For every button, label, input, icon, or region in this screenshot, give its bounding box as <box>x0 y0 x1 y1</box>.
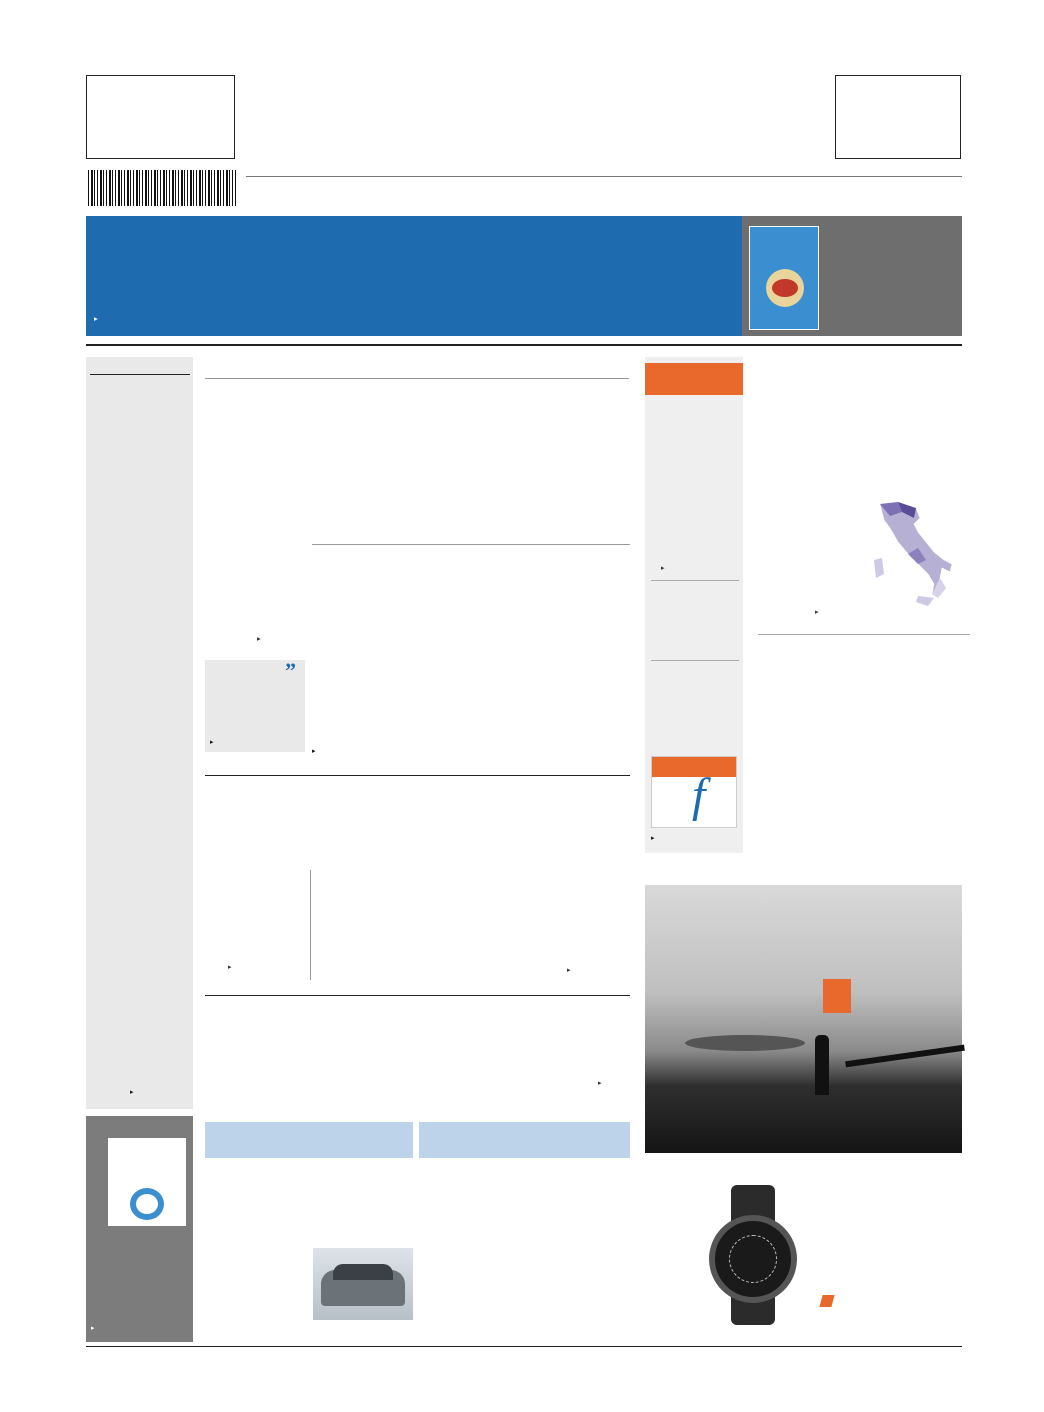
island <box>685 1035 805 1051</box>
expert-rule-1 <box>651 580 739 581</box>
province-ref: ▸ <box>312 748 316 755</box>
expo-ad[interactable] <box>835 75 961 159</box>
italy-map <box>868 498 968 608</box>
orange-square <box>823 979 851 1013</box>
guide-book-cover <box>749 226 819 330</box>
main-ref[interactable]: ▸ <box>257 634 261 643</box>
watch-ad[interactable] <box>645 885 962 1345</box>
rincari-chart <box>312 530 630 715</box>
edicola-box[interactable] <box>86 1116 193 1342</box>
ocse-top-rule <box>205 995 630 996</box>
footer-rule <box>86 1346 962 1347</box>
impresa-header[interactable] <box>205 1122 413 1158</box>
banner[interactable] <box>86 216 742 336</box>
infodata-rule <box>758 634 970 635</box>
edilizia-ref: ▸ <box>210 739 214 746</box>
hamilton-icon <box>819 1295 834 1307</box>
expert-q1-ref[interactable]: ▸ <box>661 565 665 572</box>
expert-kicker <box>645 363 743 395</box>
edicola-cover <box>108 1138 186 1226</box>
book-illustration-fork <box>772 279 798 297</box>
offer-box[interactable] <box>742 216 962 336</box>
ebook-ref[interactable]: ▸ <box>651 835 655 842</box>
quote-icon: ” <box>285 658 296 683</box>
ocse-ref[interactable]: ▸ <box>598 1080 602 1087</box>
nonprofit-divider <box>310 870 311 980</box>
masthead-rule <box>246 176 962 177</box>
chart-title-rule <box>312 544 630 545</box>
main-body <box>205 530 305 630</box>
bilanci-top-rule <box>205 775 630 776</box>
barcode <box>88 170 236 206</box>
banner-bottom-rule <box>86 344 962 346</box>
expert-rule-2 <box>651 660 739 661</box>
audi-photo <box>313 1248 413 1320</box>
infodata-ref[interactable]: ▸ <box>815 609 819 616</box>
main-kicker-rule <box>205 378 629 379</box>
cover-graphic <box>130 1188 164 1220</box>
car-window <box>333 1264 393 1280</box>
watch-dial <box>729 1235 777 1283</box>
abb-ad[interactable] <box>86 75 235 159</box>
ebook-f-icon: f <box>692 769 706 822</box>
ad-photo <box>645 885 962 1153</box>
norme-header[interactable] <box>419 1122 630 1158</box>
province-box[interactable] <box>312 716 630 756</box>
bilanci-ref[interactable]: ▸ <box>228 964 232 971</box>
left-kicker-rule <box>90 374 190 375</box>
edilizia-box[interactable] <box>205 660 305 752</box>
bilanci-body <box>205 864 305 960</box>
chart-svg <box>312 575 630 715</box>
edicola-ref: ▸ <box>91 1325 95 1332</box>
nonprofit-continua[interactable]: ▸ <box>567 967 571 974</box>
infodata-body <box>758 468 863 606</box>
ebook-cover[interactable] <box>651 756 737 828</box>
plane-wing <box>845 1045 965 1068</box>
left-continua[interactable]: ▸ <box>130 1089 134 1096</box>
left-body <box>90 500 190 1082</box>
banner-ref: ▸ <box>94 314 98 323</box>
person-silhouette <box>815 1035 829 1095</box>
